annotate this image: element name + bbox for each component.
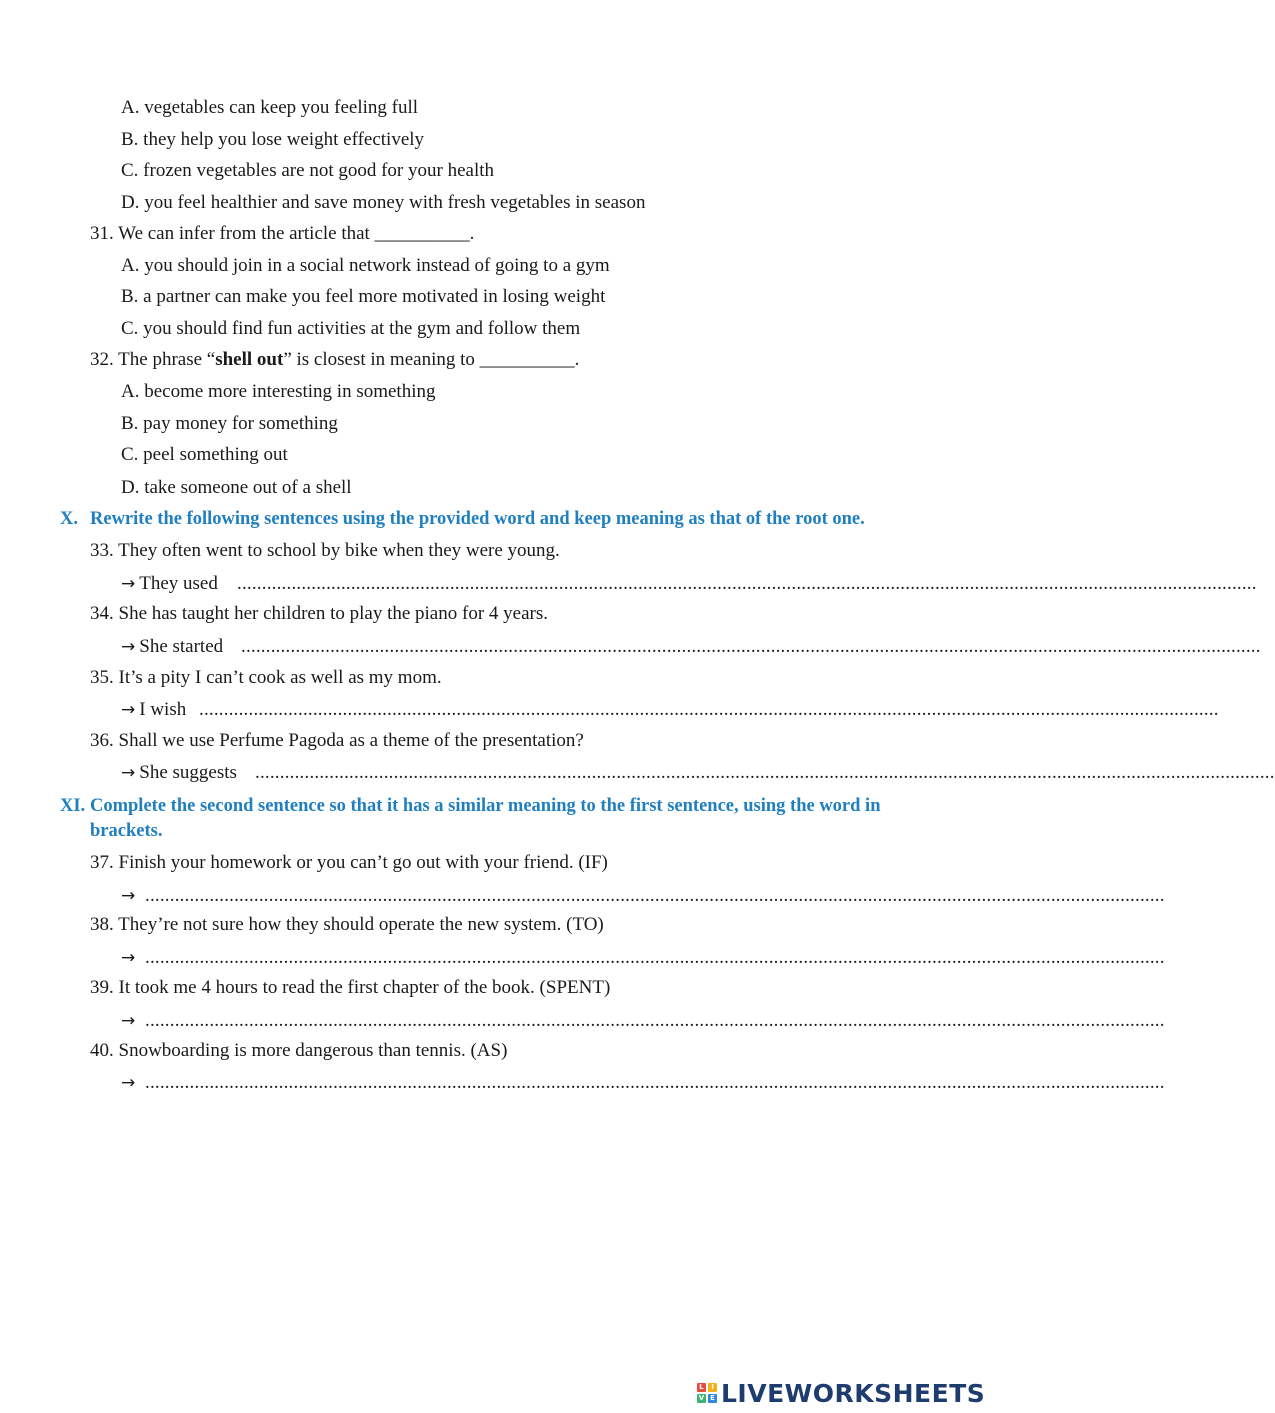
q37-answer-line xyxy=(121,884,1165,908)
section-x-instruction: Rewrite the following sentences using the provided word and keep meaning as that of the root one. xyxy=(90,509,865,529)
q40-answer-dots[interactable]: .............................................................................................................................................................................................................. xyxy=(145,1072,1165,1093)
arrow-icon: → xyxy=(121,1073,136,1093)
q35-prompt: I wish xyxy=(139,699,187,720)
q34-question: 34. She has taught her children to play the piano for 4 years. xyxy=(90,603,548,624)
logo-tiles-icon xyxy=(697,1383,717,1403)
q35-question: 35. It’s a pity I can’t cook as well as my mom. xyxy=(90,667,442,688)
q39-question: 39. It took me 4 hours to read the first chapter of the book. (SPENT) xyxy=(90,977,611,998)
q31-stem xyxy=(90,222,474,246)
q32-option-c: C. peel something out xyxy=(121,444,288,465)
q33-prompt: They used xyxy=(139,573,218,594)
q34-prompt: She started xyxy=(139,636,224,657)
q39-answer-line xyxy=(121,1009,1165,1033)
q36-prompt: She suggests xyxy=(139,762,237,783)
q37-question: 37. Finish your homework or you can’t go out with your friend. (IF) xyxy=(90,852,608,873)
arrow-icon: → xyxy=(121,574,136,594)
q36-question: 36. Shall we use Perfume Pagoda as a theme of the presentation? xyxy=(90,730,584,751)
section-xi-heading xyxy=(60,794,960,846)
q31-stem-text: 31. We can infer from the article that xyxy=(90,223,370,244)
q37-answer-dots[interactable]: .............................................................................................................................................................................................................. xyxy=(145,885,1165,906)
logo-text: LIVEWORKSHEETS xyxy=(721,1378,986,1408)
q33-answer-dots[interactable]: .............................................................................................................................................................................................................. xyxy=(237,573,1257,594)
q36-answer-dots[interactable]: .............................................................................................................................................................................................................. xyxy=(255,762,1275,783)
q32-option-b: B. pay money for something xyxy=(121,413,338,434)
q32-phrase: shell out xyxy=(215,349,284,370)
logo-tile: I xyxy=(708,1383,717,1392)
q30-option-d: D. you feel healthier and save money with fresh vegetables in season xyxy=(121,192,646,213)
arrow-icon: → xyxy=(121,700,136,720)
liveworksheets-logo[interactable] xyxy=(697,1376,985,1410)
section-xi-number: XI. xyxy=(60,796,86,816)
q40-answer-line xyxy=(121,1071,1165,1095)
q33-question: 33. They often went to school by bike when they were young. xyxy=(90,540,560,561)
q31-blank[interactable]: __________. xyxy=(374,223,475,244)
q38-answer-dots[interactable]: .............................................................................................................................................................................................................. xyxy=(145,947,1165,968)
q30-option-a: A. vegetables can keep you feeling full xyxy=(121,97,419,118)
q40-question: 40. Snowboarding is more dangerous than tennis. (AS) xyxy=(90,1040,508,1061)
q34-answer-dots[interactable]: .............................................................................................................................................................................................................. xyxy=(241,636,1261,657)
q32-option-a: A. become more interesting in something xyxy=(121,381,436,402)
q30-option-c: C. frozen vegetables are not good for your health xyxy=(121,160,495,181)
arrow-icon: → xyxy=(121,948,136,968)
arrow-icon: → xyxy=(121,886,136,906)
logo-tile: L xyxy=(697,1383,706,1392)
q35-answer-line xyxy=(121,698,1219,722)
q32-stem-before: 32. The phrase “ xyxy=(90,349,216,370)
q38-answer-line xyxy=(121,946,1165,970)
q39-answer-dots[interactable]: .............................................................................................................................................................................................................. xyxy=(145,1010,1165,1031)
logo-tile: V xyxy=(698,1394,705,1402)
section-x-number: X. xyxy=(60,509,78,529)
logo-tile: E xyxy=(708,1394,717,1403)
arrow-icon: → xyxy=(121,763,136,783)
q33-answer-line xyxy=(121,572,1257,596)
q38-question: 38. They’re not sure how they should operate the new system. (TO) xyxy=(90,914,604,935)
q35-answer-dots[interactable]: .............................................................................................................................................................................................................. xyxy=(199,699,1219,720)
section-x-heading xyxy=(60,507,960,533)
q30-option-b: B. they help you lose weight effectively xyxy=(121,129,425,150)
q31-option-a: A. you should join in a social network instead of going to a gym xyxy=(121,255,610,276)
q32-stem-after: ” is closest in meaning to xyxy=(283,349,475,370)
q32-blank[interactable]: __________. xyxy=(479,349,580,370)
q32-option-d: D. take someone out of a shell xyxy=(121,477,352,498)
arrow-icon: → xyxy=(121,1011,136,1031)
q31-option-c: C. you should find fun activities at the gym and follow them xyxy=(121,318,581,339)
q36-answer-line xyxy=(121,761,1275,785)
section-xi-instruction: Complete the second sentence so that it has a similar meaning to the first sentence, using the word in brackets. xyxy=(90,796,881,841)
q31-option-b: B. a partner can make you feel more motivated in losing weight xyxy=(121,286,606,307)
q32-stem xyxy=(90,348,579,372)
q34-answer-line xyxy=(121,635,1261,659)
arrow-icon: → xyxy=(121,637,136,657)
